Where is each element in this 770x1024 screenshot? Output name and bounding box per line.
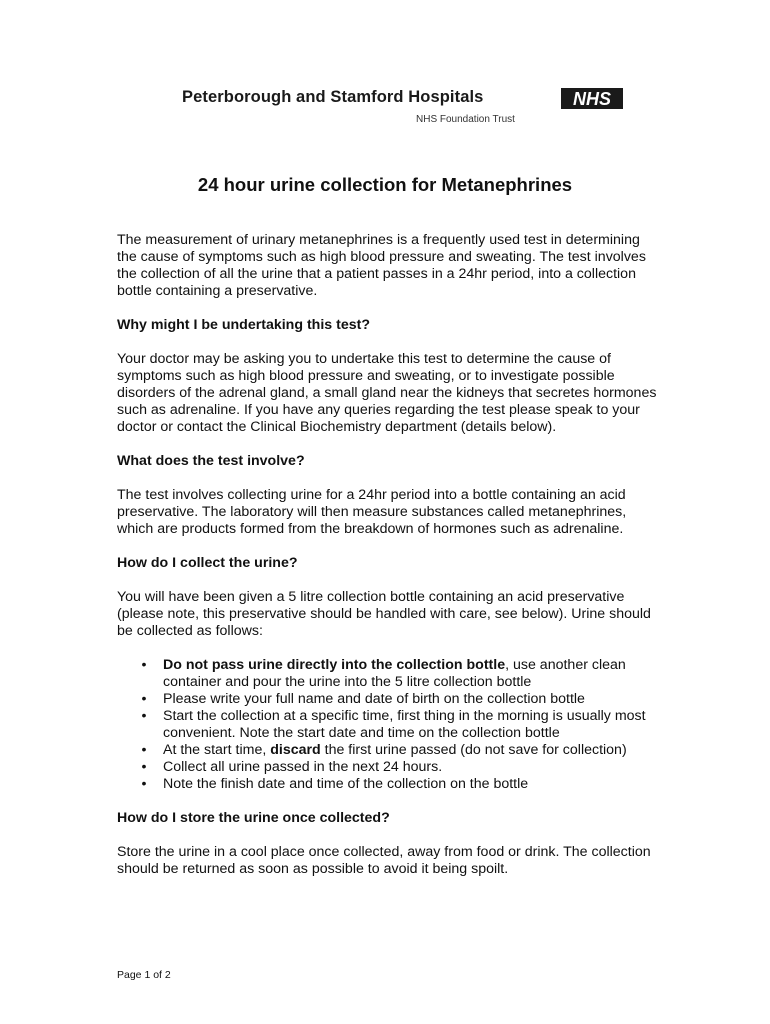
- nhs-logo: [561, 88, 623, 109]
- bullet-icon: •: [141, 759, 147, 775]
- list-item-text: Start the collection at a specific time, first thing in the morning is usually most convenient. Note the start date and time on the collection bottle: [163, 708, 646, 741]
- list-item: [117, 691, 657, 708]
- section-body-why: Your doctor may be asking you to undertake this test to determine the cause of symptoms such as high blood pressure and sweating, or to investigate possible disorders of the adrenal gland, a small gland near the kidneys that secretes hormones such as adrenaline. If you have any queries regarding the test please speak to your doctor or contact the Clinical Biochemistry department (details below).: [117, 351, 657, 435]
- list-item-text: Collect all urine passed in the next 24 hours.: [163, 759, 443, 775]
- collection-steps-list: [117, 657, 657, 793]
- bullet-icon: •: [141, 708, 147, 724]
- list-item-bold-text: Do not pass urine directly into the collection bottle: [163, 657, 506, 673]
- bullet-icon: •: [141, 742, 147, 758]
- page-number: Page 1 of 2: [117, 969, 171, 981]
- section-heading-store: How do I store the urine once collected?: [117, 810, 390, 826]
- section-body-test-involve: The test involves collecting urine for a 24hr period into a bottle containing an acid preservative. The laboratory will then measure substances called metanephrines, which are products formed from the breakdown of hormones such as adrenaline.: [117, 487, 627, 537]
- list-item: [117, 657, 657, 691]
- list-item-text: Please write your full name and date of birth on the collection bottle: [163, 691, 585, 707]
- section-heading-why: Why might I be undertaking this test?: [117, 317, 371, 333]
- list-item: [117, 742, 657, 759]
- document-body: [117, 232, 657, 878]
- list-item-text: At the start time,: [163, 742, 271, 758]
- bullet-icon: •: [141, 776, 147, 792]
- section-heading-collect: How do I collect the urine?: [117, 555, 298, 571]
- page-header: [0, 0, 770, 130]
- section-body-collect: You will have been given a 5 litre collection bottle containing an acid preservative (please note, this preservative should be handled with care, see below). Urine should be collected as follows:: [117, 589, 651, 639]
- list-item-text: , use another clean container and pour the urine into the 5 litre collection bottle: [163, 657, 626, 690]
- list-item-bold-text: discard: [270, 742, 321, 758]
- list-item: [117, 776, 657, 793]
- organisation-name: Peterborough and Stamford Hospitals: [182, 88, 484, 106]
- section-heading-test-involve: What does the test involve?: [117, 453, 305, 469]
- list-item: [117, 708, 657, 742]
- nhs-logo-text: NHS: [572, 89, 612, 109]
- list-item-text: Note the finish date and time of the collection on the bottle: [163, 776, 529, 792]
- trust-name: NHS Foundation Trust: [416, 114, 515, 125]
- bullet-icon: •: [141, 691, 147, 707]
- bullet-icon: •: [141, 657, 147, 673]
- list-item-text: the first urine passed (do not save for collection): [320, 742, 627, 758]
- document-title: 24 hour urine collection for Metanephrines: [197, 174, 573, 195]
- list-item: [117, 759, 657, 776]
- section-body-store: Store the urine in a cool place once collected, away from food or drink. The collection should be returned as soon as possible to avoid it being spoilt.: [117, 844, 651, 877]
- intro-paragraph: The measurement of urinary metanephrines is a frequently used test in determining the cause of symptoms such as high blood pressure and sweating. The test involves the collection of all the urine that a patient passes in a 24hr period, into a collection bottle containing a preservative.: [117, 232, 646, 299]
